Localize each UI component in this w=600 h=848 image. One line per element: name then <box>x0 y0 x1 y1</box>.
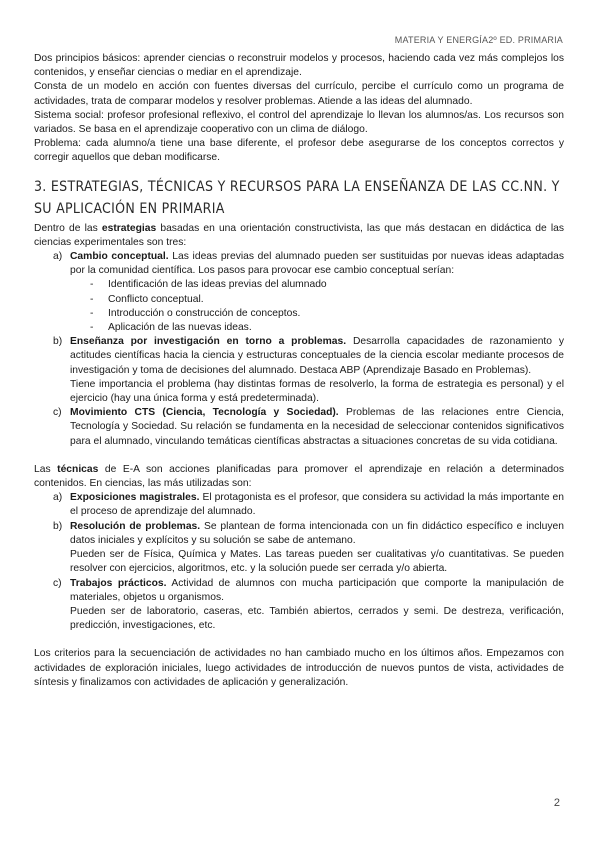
list-letter: c) <box>53 407 62 419</box>
list-letter: a) <box>53 251 63 263</box>
strategies-intro: Dentro de las estrategias basadas en una orientación constructivista, las que más destacan en didáctica de las ciencias experimentales son tres: <box>34 222 564 248</box>
step-item: - Aplicación de las nuevas ideas. <box>90 322 252 334</box>
technique-title: Resolución de problemas. <box>70 520 201 532</box>
conceptual-change-steps <box>70 278 564 335</box>
running-header: MATERIA Y ENERGÍA2º ED. PRIMARIA <box>394 35 563 45</box>
technique-item: a) Exposiciones magistrales. El protagonista es el profesor, que considera su actividad la más importante en el proceso de aprendizaje del alumnado. <box>53 492 564 518</box>
intro-paragraph: Problema: cada alumno/a tiene una base diferente, el profesor debe asegurarse de los conceptos correctos y corregir aquellos que deban modificarse. <box>34 138 564 164</box>
strategy-item: b) Enseñanza por investigación en torno a problemas. Desarrolla capacidades de razonamiento y actitudes científicas hacia la ciencia y estructuras conceptuales de la ciencia escolar mediante procesos de investigación y toma de decisiones del alumnado. Destaca ABP (Aprendizaje Basado en Problemas). Tiene importancia el problema (hay distintas formas de resolverlo, la forma de estrategia es personal) y el ejercicio (hay una única forma y está predeterminada). <box>34 335 564 406</box>
technique-extra: Pueden ser de Física, Química y Mates. Las tareas pueden ser cualitativas y/o cuantitativas. Se pueden resolver con ejercicios, algoritmos, etc. y la solución puede ser cerrada y/o abierta. <box>70 549 564 575</box>
closing-paragraph: Los criterios para la secuenciación de actividades no han cambiado mucho en los últimos años. Empezamos con actividades de exploración iniciales, luego actividades de introducción de nuevos puntos de vista, actividades de síntesis y finalizamos con actividades de aplicación y generalización. <box>34 648 564 688</box>
strategy-extra: Tiene importancia el problema (hay distintas formas de resolverlo, la forma de estrategia es personal) y el ejercicio (hay una única forma y está predeterminada). <box>70 378 564 405</box>
techniques-list <box>34 491 564 633</box>
strategy-item: a) Cambio conceptual. Las ideas previas del alumnado pueden ser sustituidas por nuevas ideas adaptadas por la comunidad científica. Los pasos para provocar ese cambio conceptual serían: - Identificación de las ideas previas del alumnado - Conflicto conceptual. - Introducción o construcción de conceptos. - Aplicación de las nuevas ideas. <box>34 250 564 335</box>
step-item: - Conflicto conceptual. <box>90 293 204 305</box>
intro-paragraph: Sistema social: profesor profesional reflexivo, el control del aprendizaje lo llevan los alumnos/as. Los recursos son variados. Se basa en el aprendizaje cooperativo con un clima de diálogo. <box>34 109 564 136</box>
strategy-title: Movimiento CTS (Ciencia, Tecnología y Sociedad). <box>70 407 339 419</box>
strategies-list <box>34 250 564 449</box>
technique-title: Trabajos prácticos. <box>70 577 167 589</box>
intro-paragraph: Consta de un modelo en acción con fuentes diversas del currículo, percibe el currículo como un programa de actividades, trata de comparar modelos y resolver problemas. Atiende a las ideas del alumnado. <box>34 81 564 107</box>
step-item: - Introducción o construcción de conceptos. <box>90 307 301 319</box>
page-content <box>34 52 564 690</box>
technique-item: b) Resolución de problemas. Se plantean de forma intencionada con un fin didáctico específico e incluyen datos iniciales y explícitos y su solución se sabe de antemano. Pueden ser de Física, Química y Mates. Las tareas pueden ser cualitativas y/o cuantitativas. Se pueden resolver con ejercicios, algoritmos, etc. y la solución puede ser cerrada y/o abierta. <box>34 520 564 577</box>
technique-extra: Pueden ser de laboratorio, caseras, etc. También abiertos, cerrados y semi. De destreza, verificación, predicción, investigaciones, etc. <box>70 605 564 632</box>
strategy-title: Cambio conceptual. <box>70 251 169 263</box>
techniques-intro: Las técnicas de E-A son acciones planificadas para promover el aprendizaje en relación a determinados contenidos. En ciencias, las más utilizadas son: <box>34 463 564 490</box>
step-item: - Identificación de las ideas previas del alumnado <box>90 279 327 291</box>
section-heading: 3. ESTRATEGIAS, TÉCNICAS Y RECURSOS PARA LA ENSEÑANZA DE LAS CC.NN. Y SU APLICACIÓN EN PRIMARIA <box>34 178 560 217</box>
strategy-item: c) Movimiento CTS (Ciencia, Tecnología y Sociedad). Problemas de las relaciones entre Ciencia, Tecnología y Sociedad. Su relación se fundamenta en la necesidad de seleccionar contenidos significativos para el alumnado, vinculando temáticas científicas abstractas a situaciones concretas de su vida cotidiana. <box>53 407 564 447</box>
strategy-title: Enseñanza por investigación en torno a problemas. <box>70 336 347 348</box>
list-letter: b) <box>53 520 63 532</box>
page-number: 2 <box>553 797 560 809</box>
intro-paragraph: Dos principios básicos: aprender ciencias o reconstruir modelos y procesos, haciendo cada vez más complejos los contenidos, y enseñar ciencias o mediar en el aprendizaje. <box>34 53 564 79</box>
list-letter: b) <box>53 336 63 348</box>
list-letter: a) <box>53 492 63 504</box>
technique-title: Exposiciones magistrales. <box>70 492 200 504</box>
technique-item: c) Trabajos prácticos. Actividad de alumnos con mucha participación que comporte la manipulación de materiales, objetos u organismos. Pueden ser de laboratorio, caseras, etc. También abiertos, cerrados y semi. De destreza, verificación, predicción, investigaciones, etc. <box>34 577 564 634</box>
list-letter: c) <box>53 577 62 589</box>
